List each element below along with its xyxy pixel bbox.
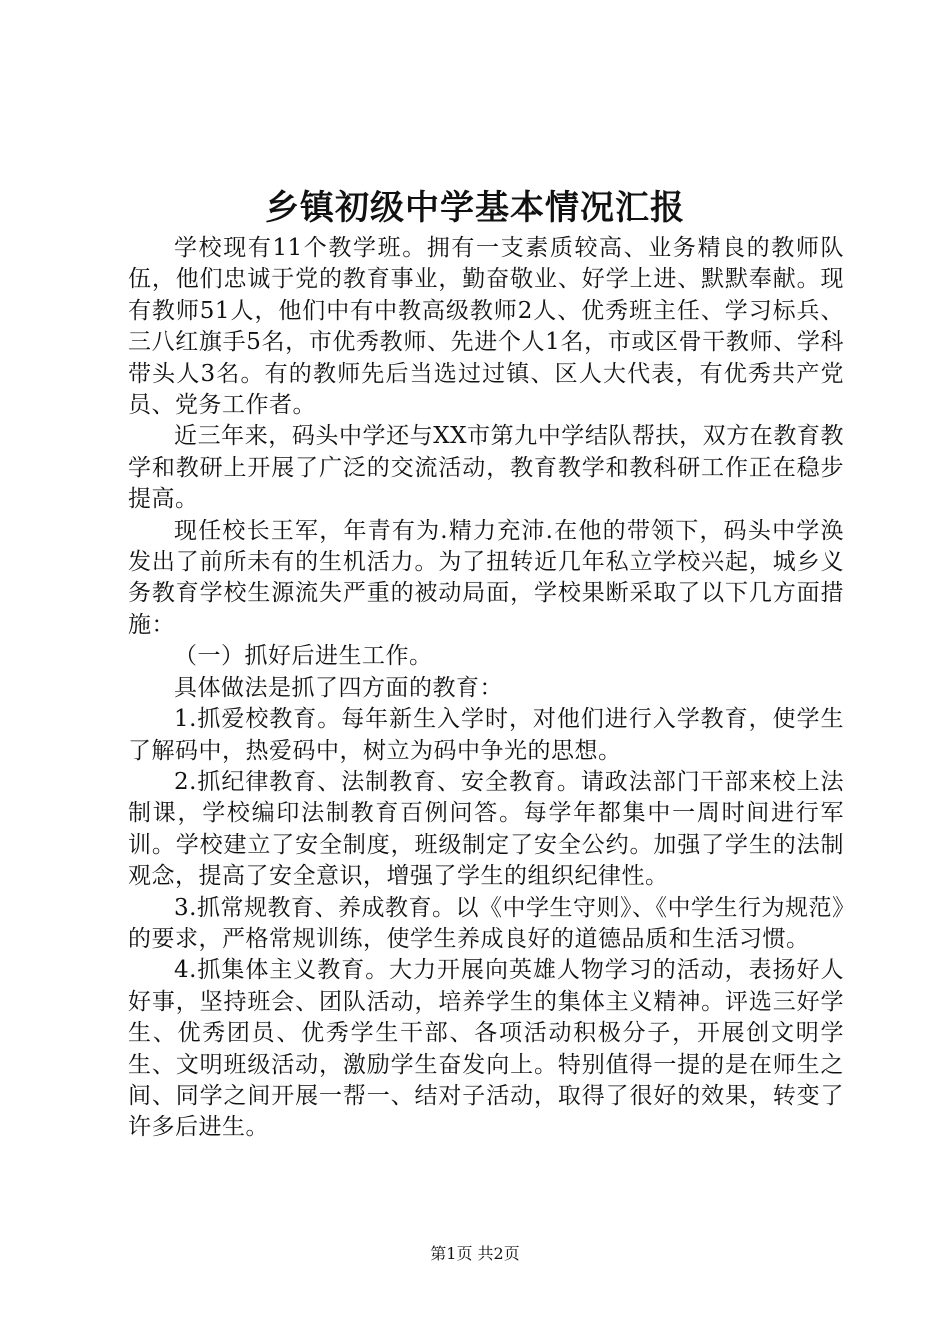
section-heading-1: （一）抓好后进生工作。 [174,643,433,670]
paragraph-methods-intro: 具体做法是抓了四方面的教育： [174,674,503,701]
document-title: 乡镇初级中学基本情况汇报 [265,188,685,228]
page-footer [0,1242,950,1266]
paragraph-teachers: 学校现有11个教学班。拥有一支素质较高、业务精良的教师队伍，他们忠诚于党的教育事业，勤奋敬业、好学上进、默默奉献。现有教师51人，他们中有中教高级教师2人、优秀班主任、学习标兵、三八红旗手5名，市优秀教师、先进个人1名，市或区骨干教师、学科带头人3名。有的教师先后当选过过镇、区人大代表，有优秀共产党员、党务工作者。 [128,235,844,419]
list-item-4: 4.抓集体主义教育。大力开展向英雄人物学习的活动，表扬好人好事，坚持班会、团队活动，培养学生的集体主义精神。评选三好学生、优秀团员、优秀学生干部、各项活动积极分子，开展创文明学生、文明班级活动，激励学生奋发向上。特别值得一提的是在师生之间、同学之间开展一帮一、结对子活动，取得了很好的效果，转变了许多后进生。 [128,957,844,1141]
list-item-2: 2.抓纪律教育、法制教育、安全教育。请政法部门干部来校上法制课，学校编印法制教育百例问答。每学年都集中一周时间进行军训。学校建立了安全制度，班级制定了安全公约。加强了学生的法制观念，提高了安全意识，增强了学生的组织纪律性。 [128,768,844,890]
document-body [128,233,844,1144]
list-item-3: 3.抓常规教育、养成教育。以《中学生守则》、《中学生行为规范》的要求，严格常规训练，使学生养成良好的道德品质和生活习惯。 [128,894,844,952]
list-item-1: 1.抓爱校教育。每年新生入学时，对他们进行入学教育，使学生了解码中，热爱码中，树立为码中争光的思想。 [128,706,844,764]
paragraph-principal: 现任校长王军，年青有为.精力充沛.在他的带领下，码头中学涣发出了前所未有的生机活力。为了扭转近几年私立学校兴起，城乡义务教育学校生源流失严重的被动局面，学校果断采取了以下几方面措施： [128,517,844,638]
paragraph-partnership: 近三年来，码头中学还与XX市第九中学结队帮扶，双方在教育教学和教研上开展了广泛的交流活动，教育教学和教科研工作正在稳步提高。 [128,423,844,513]
page-number: 第1页 共2页 [430,1244,520,1263]
